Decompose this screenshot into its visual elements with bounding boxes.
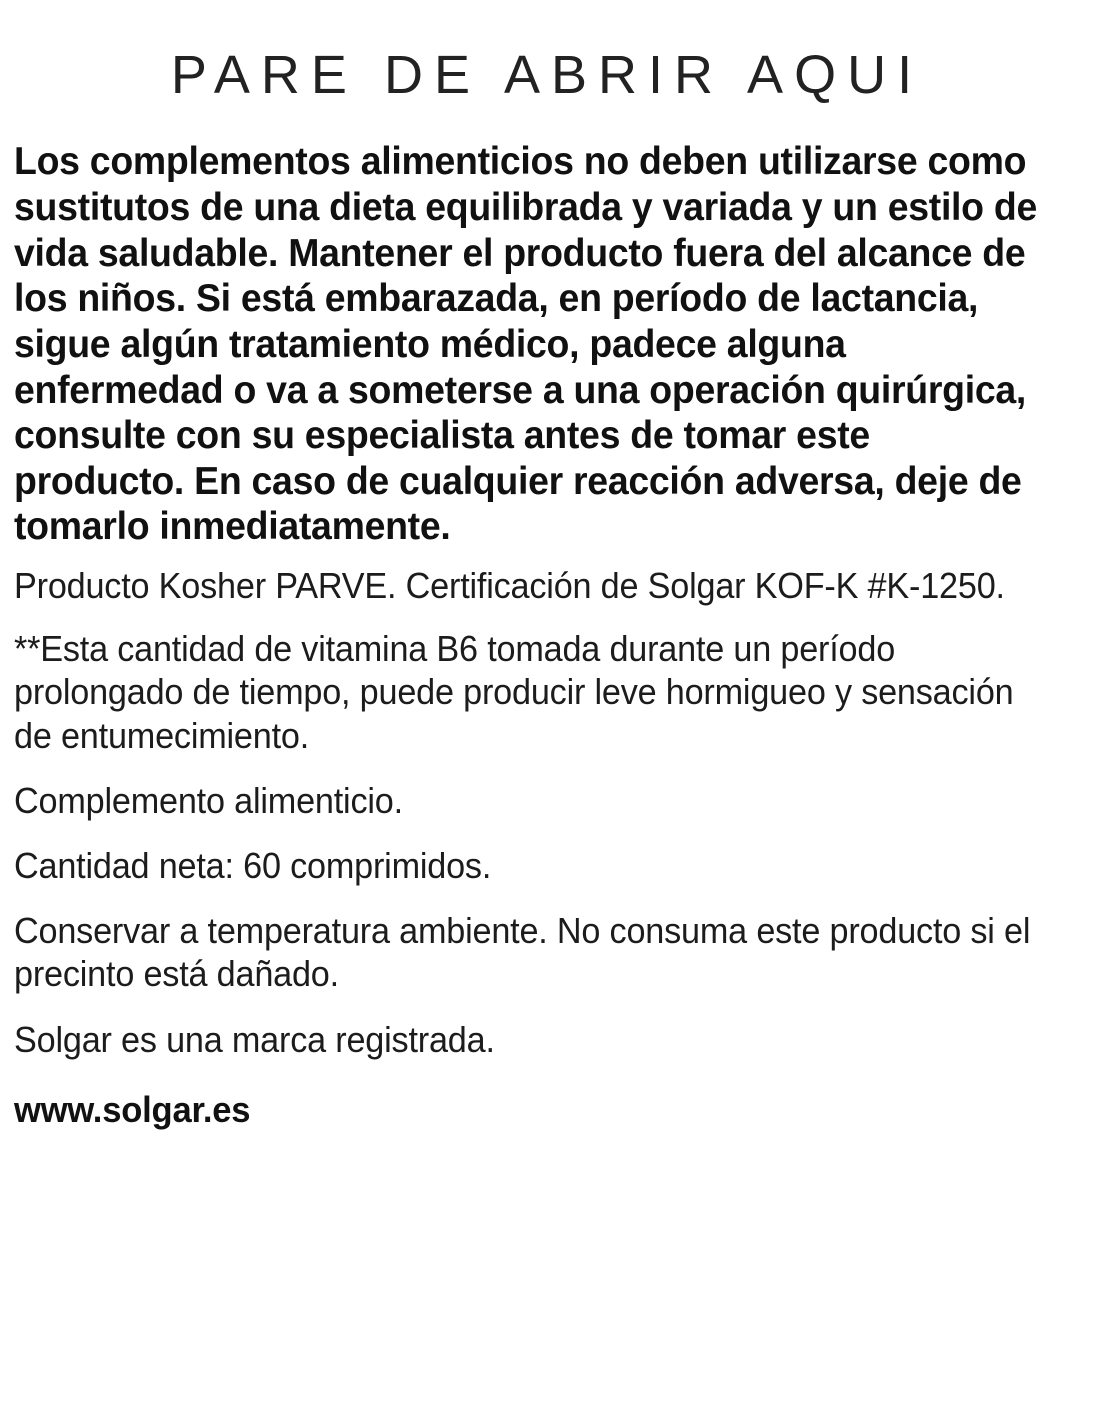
supplement-type-text: Complemento alimenticio. <box>14 779 403 821</box>
vitamin-b6-footnote: **Esta cantidad de vitamina B6 tomada durante un período prolongado de tiempo, puede producir leve hormigueo y sensación de entumecimiento. <box>14 628 1014 756</box>
net-quantity-text: Cantidad neta: 60 comprimidos. <box>14 844 492 886</box>
storage-instructions-text: Conservar a temperatura ambiente. No consuma este producto si el precinto está dañado. <box>14 910 1031 995</box>
warning-text: Los complementos alimenticios no deben utilizarse como sustitutos de una dieta equilibrada y variada y un estilo de vida saludable. Mantener el producto fuera del alcance de los niños. Si está embarazada, en período de lactancia, sigue algún tratamiento médico, padece alguna enfermedad o va a someterse a una operación quirúrgica, consulte con su especialista antes de tomar este producto. En caso de cualquier reacción adversa, deje de tomarlo inmediatamente. <box>14 140 1037 549</box>
page-title: PARE DE ABRIR AQUI <box>170 45 924 105</box>
kosher-certification-text: Producto Kosher PARVE. Certificación de Solgar KOF-K #K-1250. <box>14 565 1005 607</box>
website-url[interactable]: www.solgar.es <box>14 1088 251 1130</box>
trademark-text: Solgar es una marca registrada. <box>14 1018 495 1060</box>
